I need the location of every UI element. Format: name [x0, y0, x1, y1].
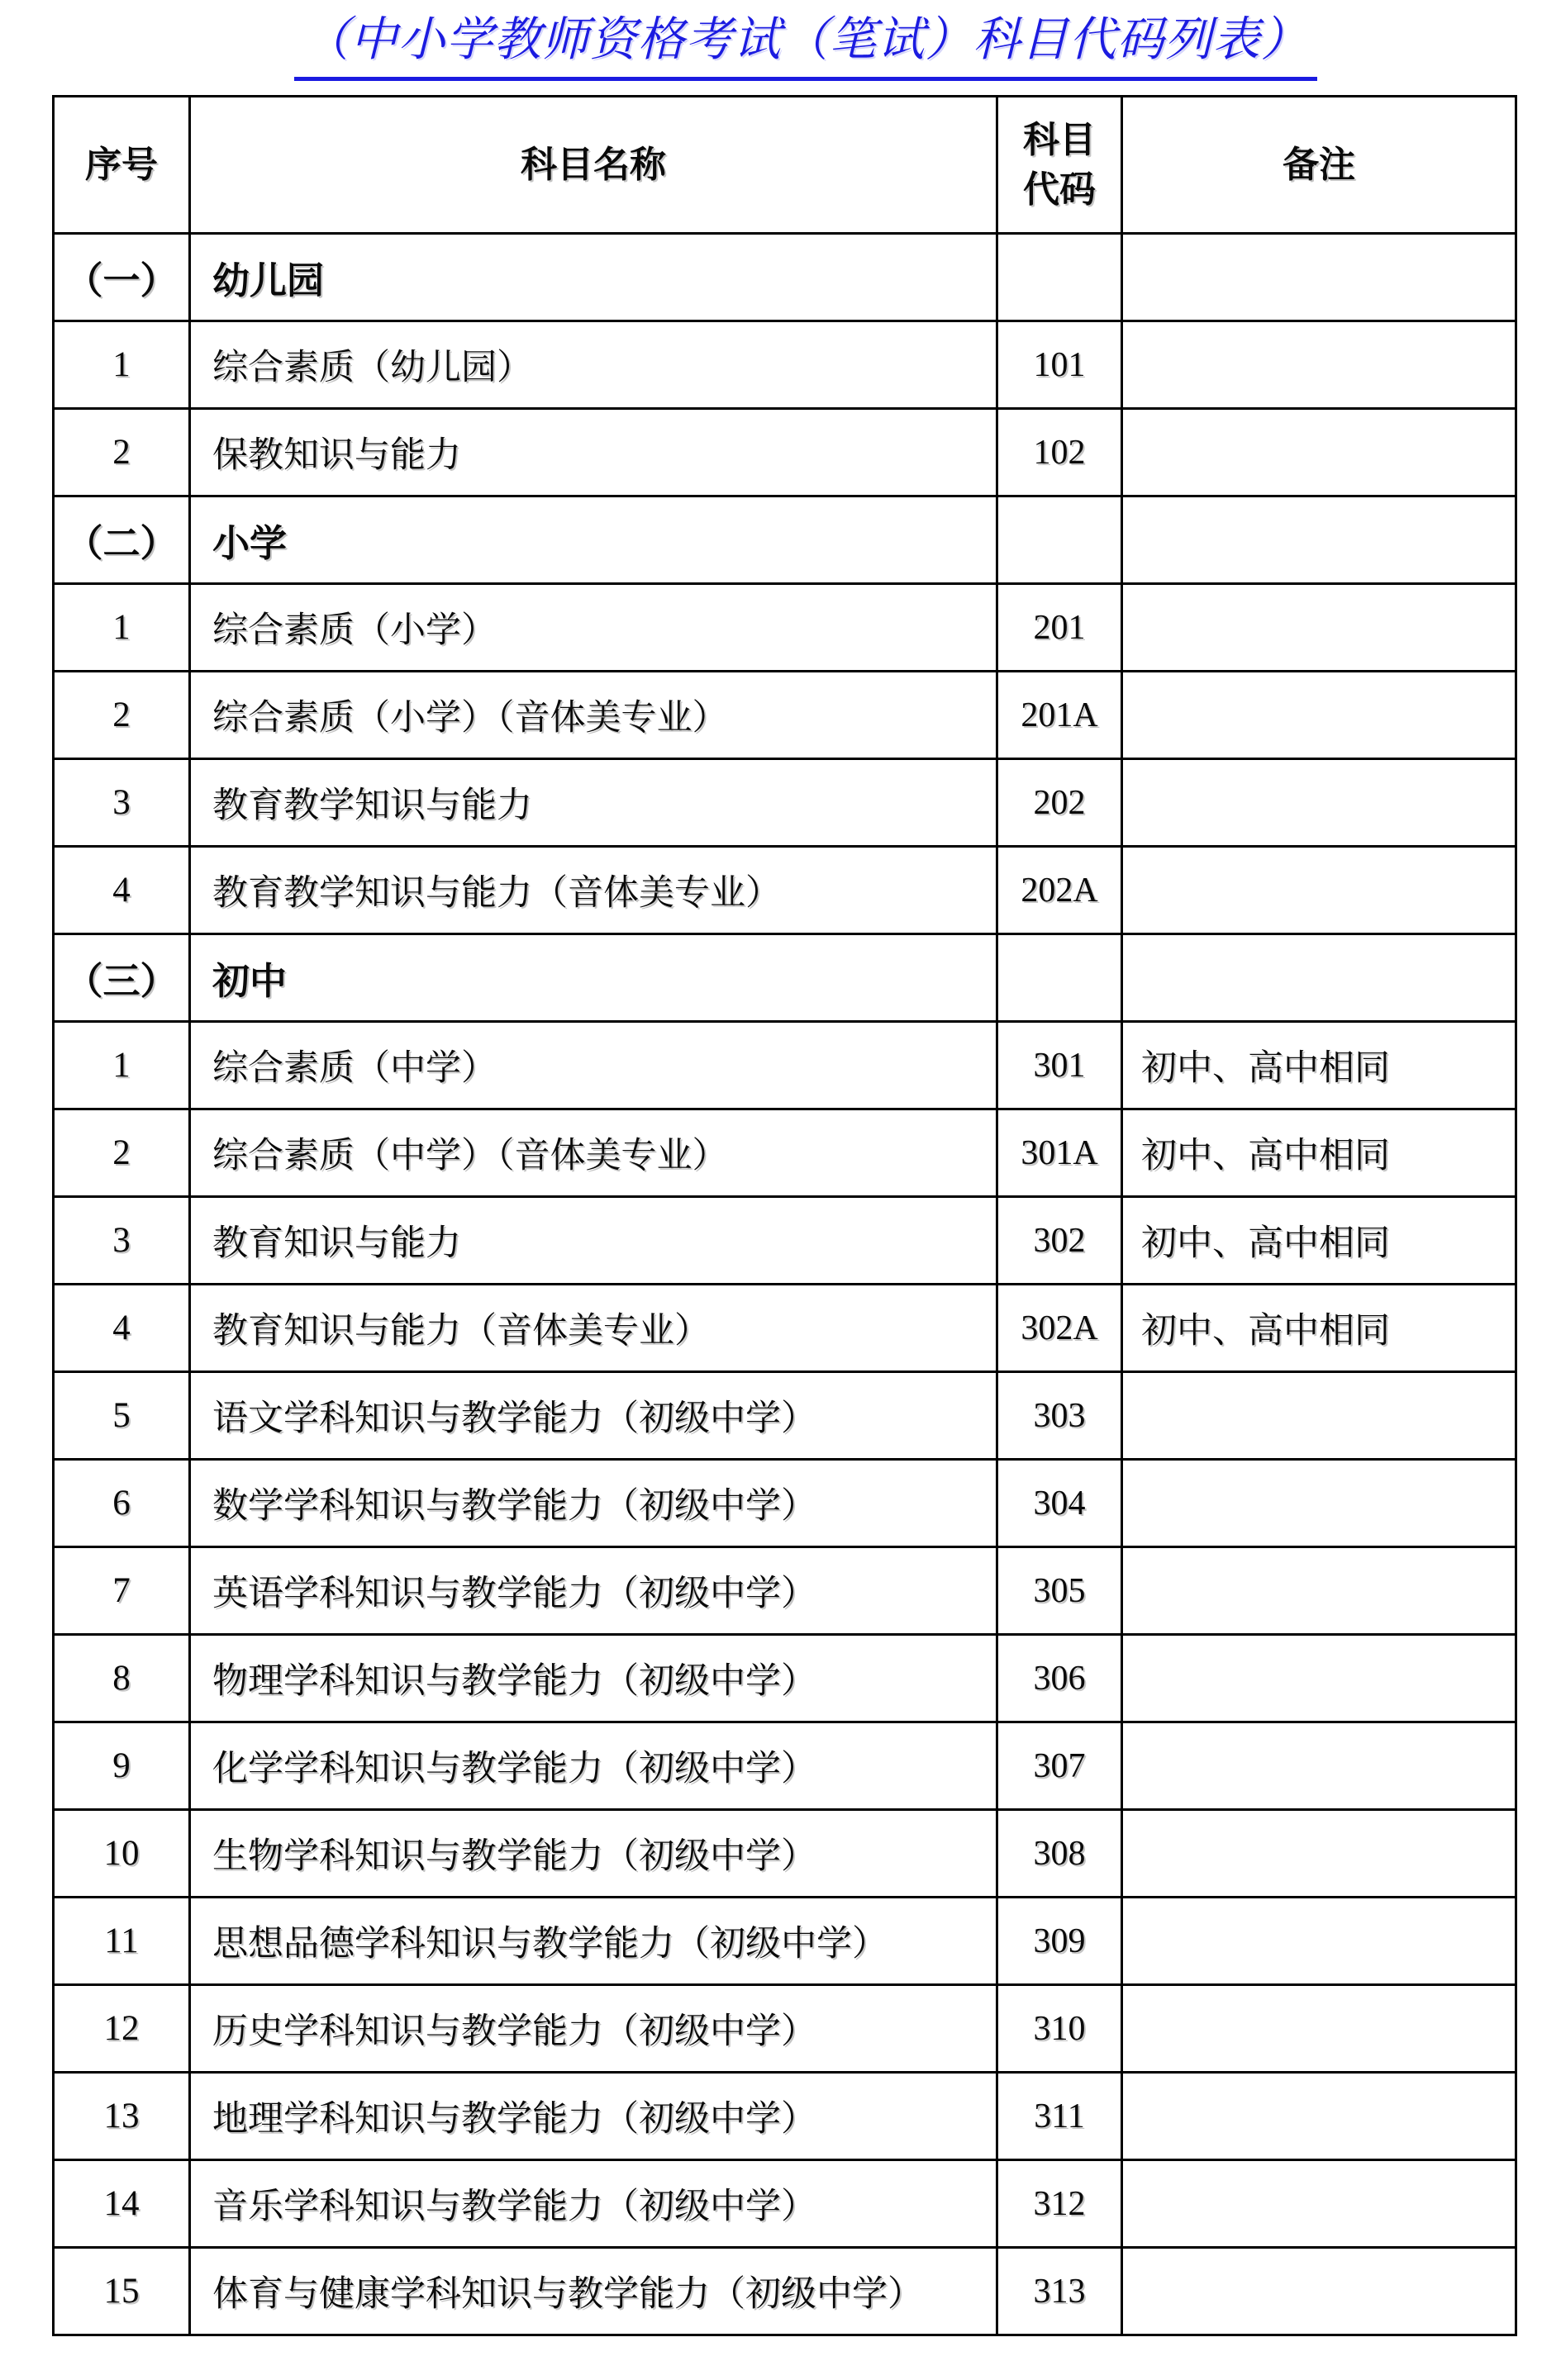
section-row	[54, 234, 1516, 321]
cell-index: 14	[54, 2160, 190, 2248]
cell-remark	[1122, 1635, 1516, 1722]
title-wrap	[0, 7, 1561, 81]
table-row	[54, 2248, 1516, 2335]
cell-code: 310	[997, 1985, 1122, 2073]
cell-index: 2	[54, 409, 190, 496]
header-code-line2: 代码	[1023, 169, 1096, 210]
table-row	[54, 1898, 1516, 1985]
cell-remark: 初中、高中相同	[1122, 1285, 1516, 1372]
cell-remark	[1122, 1547, 1516, 1635]
cell-name: 地理学科知识与教学能力（初级中学）	[190, 2073, 997, 2160]
table-row	[54, 1547, 1516, 1635]
cell-code: 301	[997, 1022, 1122, 1109]
subject-table-body	[54, 234, 1516, 2335]
cell-remark	[1122, 1810, 1516, 1898]
table-row	[54, 1810, 1516, 1898]
cell-code: 308	[997, 1810, 1122, 1898]
cell-name: 物理学科知识与教学能力（初级中学）	[190, 1635, 997, 1722]
cell-remark	[1122, 1722, 1516, 1810]
cell-index: （三）	[54, 934, 190, 1022]
section-row	[54, 496, 1516, 584]
cell-index: 6	[54, 1460, 190, 1547]
cell-remark	[1122, 409, 1516, 496]
cell-name: 幼儿园	[190, 234, 997, 321]
table-header	[54, 97, 1516, 234]
cell-index: 12	[54, 1985, 190, 2073]
cell-remark	[1122, 2248, 1516, 2335]
cell-index: 3	[54, 759, 190, 847]
cell-remark: 初中、高中相同	[1122, 1197, 1516, 1285]
cell-remark	[1122, 1372, 1516, 1460]
cell-code: 302	[997, 1197, 1122, 1285]
cell-index: 1	[54, 321, 190, 409]
cell-code: 304	[997, 1460, 1122, 1547]
cell-remark	[1122, 2160, 1516, 2248]
cell-code: 305	[997, 1547, 1122, 1635]
cell-remark	[1122, 496, 1516, 584]
cell-index: 11	[54, 1898, 190, 1985]
cell-name: 思想品德学科知识与教学能力（初级中学）	[190, 1898, 997, 1985]
table-row	[54, 1022, 1516, 1109]
cell-code: 201	[997, 584, 1122, 672]
cell-code: 306	[997, 1635, 1122, 1722]
cell-name: 生物学科知识与教学能力（初级中学）	[190, 1810, 997, 1898]
cell-index: 4	[54, 1285, 190, 1372]
cell-name: 教育教学知识与能力	[190, 759, 997, 847]
cell-name: 初中	[190, 934, 997, 1022]
cell-index: 1	[54, 584, 190, 672]
cell-remark	[1122, 321, 1516, 409]
header-row	[54, 97, 1516, 234]
cell-index: 13	[54, 2073, 190, 2160]
table-row	[54, 1197, 1516, 1285]
cell-remark	[1122, 234, 1516, 321]
table-row	[54, 1985, 1516, 2073]
cell-name: 教育教学知识与能力（音体美专业）	[190, 847, 997, 934]
table-row	[54, 672, 1516, 759]
header-code-line1: 科目	[1023, 120, 1096, 161]
table-row	[54, 1285, 1516, 1372]
cell-code: 202	[997, 759, 1122, 847]
table-row	[54, 847, 1516, 934]
cell-name: 化学学科知识与教学能力（初级中学）	[190, 1722, 997, 1810]
header-remark: 备注	[1122, 97, 1516, 234]
page-title: （中小学教师资格考试（笔试）科目代码列表）	[294, 7, 1317, 81]
table-row	[54, 1460, 1516, 1547]
cell-index: 2	[54, 672, 190, 759]
cell-name: 语文学科知识与教学能力（初级中学）	[190, 1372, 997, 1460]
cell-code	[997, 496, 1122, 584]
cell-name: 体育与健康学科知识与教学能力（初级中学）	[190, 2248, 997, 2335]
cell-remark	[1122, 672, 1516, 759]
cell-code	[997, 934, 1122, 1022]
cell-remark	[1122, 1460, 1516, 1547]
cell-index: 2	[54, 1109, 190, 1197]
section-row	[54, 934, 1516, 1022]
cell-index: 5	[54, 1372, 190, 1460]
cell-name: 教育知识与能力（音体美专业）	[190, 1285, 997, 1372]
cell-code: 307	[997, 1722, 1122, 1810]
cell-name: 综合素质（幼儿园）	[190, 321, 997, 409]
cell-remark	[1122, 934, 1516, 1022]
cell-code: 102	[997, 409, 1122, 496]
cell-name: 综合素质（中学）（音体美专业）	[190, 1109, 997, 1197]
table-row	[54, 1109, 1516, 1197]
table-row	[54, 2073, 1516, 2160]
table-row	[54, 1635, 1516, 1722]
cell-index: 15	[54, 2248, 190, 2335]
cell-code: 313	[997, 2248, 1122, 2335]
subject-code-table	[52, 95, 1517, 2336]
cell-index: （一）	[54, 234, 190, 321]
cell-code: 312	[997, 2160, 1122, 2248]
table-row	[54, 2160, 1516, 2248]
table-row	[54, 1722, 1516, 1810]
cell-remark	[1122, 584, 1516, 672]
table-row	[54, 409, 1516, 496]
cell-code: 302A	[997, 1285, 1122, 1372]
cell-index: 4	[54, 847, 190, 934]
cell-remark	[1122, 2073, 1516, 2160]
cell-remark	[1122, 847, 1516, 934]
header-index: 序号	[54, 97, 190, 234]
cell-name: 综合素质（小学）	[190, 584, 997, 672]
cell-code: 311	[997, 2073, 1122, 2160]
cell-index: 10	[54, 1810, 190, 1898]
cell-name: 保教知识与能力	[190, 409, 997, 496]
cell-code: 309	[997, 1898, 1122, 1985]
cell-code: 303	[997, 1372, 1122, 1460]
cell-remark: 初中、高中相同	[1122, 1109, 1516, 1197]
cell-code: 301A	[997, 1109, 1122, 1197]
cell-name: 英语学科知识与教学能力（初级中学）	[190, 1547, 997, 1635]
table-row	[54, 759, 1516, 847]
cell-name: 历史学科知识与教学能力（初级中学）	[190, 1985, 997, 2073]
cell-code: 101	[997, 321, 1122, 409]
cell-remark: 初中、高中相同	[1122, 1022, 1516, 1109]
cell-code: 202A	[997, 847, 1122, 934]
cell-name: 教育知识与能力	[190, 1197, 997, 1285]
cell-name: 综合素质（小学）（音体美专业）	[190, 672, 997, 759]
cell-index: 8	[54, 1635, 190, 1722]
cell-name: 综合素质（中学）	[190, 1022, 997, 1109]
cell-index: 7	[54, 1547, 190, 1635]
cell-index: （二）	[54, 496, 190, 584]
header-name: 科目名称	[190, 97, 997, 234]
cell-code	[997, 234, 1122, 321]
table-row	[54, 1372, 1516, 1460]
cell-remark	[1122, 1898, 1516, 1985]
cell-name: 数学学科知识与教学能力（初级中学）	[190, 1460, 997, 1547]
cell-index: 9	[54, 1722, 190, 1810]
cell-name: 音乐学科知识与教学能力（初级中学）	[190, 2160, 997, 2248]
header-code	[997, 97, 1122, 234]
cell-name: 小学	[190, 496, 997, 584]
table-row	[54, 321, 1516, 409]
cell-index: 3	[54, 1197, 190, 1285]
cell-remark	[1122, 759, 1516, 847]
cell-code: 201A	[997, 672, 1122, 759]
cell-index: 1	[54, 1022, 190, 1109]
table-row	[54, 584, 1516, 672]
cell-remark	[1122, 1985, 1516, 2073]
